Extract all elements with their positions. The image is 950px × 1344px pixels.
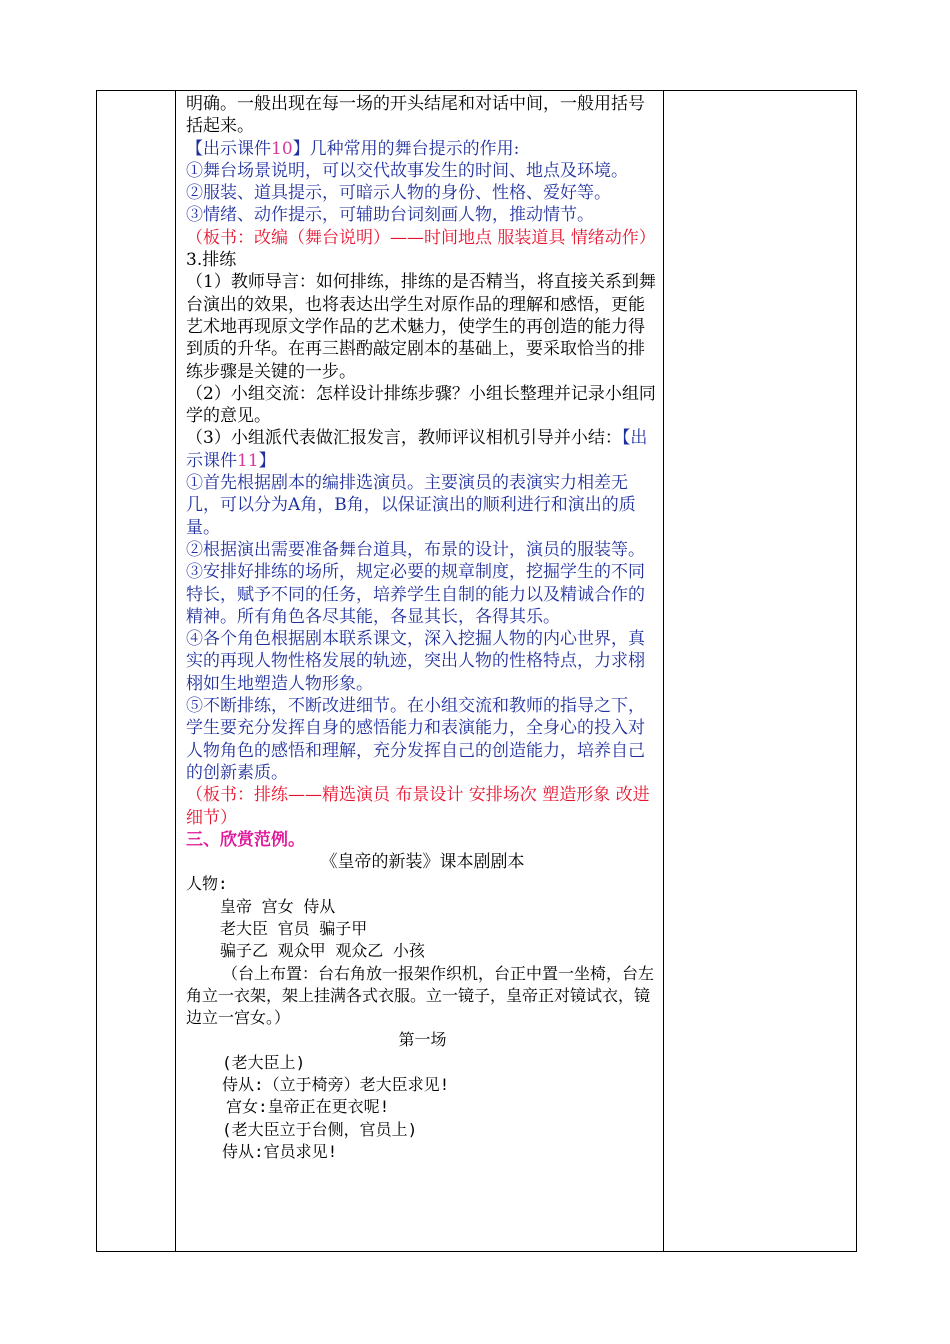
lesson-content (176, 91, 663, 1163)
script-line: 老大臣 官员 骗子甲 (220, 918, 368, 938)
section-heading: 三、欣赏范例。 (186, 829, 305, 850)
paragraph: 明确。一般出现在每一场的开头结尾和对话中间，一般用括号括起来。 (186, 94, 645, 137)
scene-title: 第一场 (398, 1030, 447, 1050)
script-line: 骗子乙 观众甲 观众乙 小孩 (220, 941, 425, 961)
right-column-cell (664, 91, 857, 1252)
courseware-number: 11 (237, 450, 259, 471)
paragraph-text: （3）小组派代表做汇报发言，教师评议相机引导并小结： (186, 428, 622, 449)
list-item: ①舞台场景说明，可以交代故事发生的时间、地点及环境。 (186, 160, 628, 181)
list-item: ④各个角色根据剧本联系课文，深入挖掘人物的内心世界，真实的再现人物性格发展的轨迹，突出人物的性格特点，力求栩栩如生地塑造人物形象。 (186, 629, 645, 694)
paragraph: （2）小组交流：怎样设计排练步骤？小组长整理并记录小组同学的意见。 (186, 383, 656, 427)
list-item: ②根据演出需要准备舞台道具，布景的设计，演员的服装等。 (186, 539, 645, 560)
blackboard-note: （板书：排练——精选演员 布景设计 安排场次 塑造形象 改进细节） (186, 785, 650, 828)
left-column-cell (97, 91, 176, 1252)
lesson-plan-table (96, 90, 857, 1252)
courseware-number: 10 (271, 138, 293, 159)
bracket-text: 】 (258, 450, 276, 471)
list-item: ⑤不断排练，不断改进细节。在小组交流和教师的指导之下，学生要充分发挥自身的感悟能力和表演能力，全身心的投入对人物角色的感悟和理解，充分发挥自己的创造能力，培养自己的创新素质。 (186, 696, 645, 783)
courseware-10-heading (186, 138, 659, 160)
bracket-text: 【出示课件 (186, 138, 271, 159)
script-title: 《皇帝的新装》课本剧剧本 (320, 852, 525, 873)
section-heading: 3.排练 (186, 250, 237, 271)
content-column-cell (176, 91, 664, 1252)
paragraph: （1）教师导言：如何排练，排练的是否精当，将直接关系到舞台演出的效果，也将表达出学生对原作品的理解和感悟，更能艺术地再现原文学作品的艺术魅力，使学生的再创造的能力得到质的升华。在再三斟酌敲定剧本的基础上，要采取恰当的排练步骤是关键的一步。 (186, 272, 656, 382)
script-line: (老大臣上) (222, 1052, 306, 1072)
list-item: ②服装、道具提示，可暗示人物的身份、性格、爱好等。 (186, 183, 611, 204)
list-item: ③情绪、动作提示，可辅助台词刻画人物，推动情节。 (186, 205, 594, 226)
list-item: ①首先根据剧本的编排选演员。主要演员的表演实力相差无几，可以分为A角，B角，以保证演出的顺利进行和演出的质量。 (186, 473, 636, 538)
script-line: （台上布置：台右角放一报架作织机，台正中置一坐椅，台左角立一衣架，架上挂满各式衣服。立一镜子，皇帝正对镜试衣，镜边立一宫女。） (186, 963, 655, 1028)
paragraph (186, 427, 659, 472)
blackboard-note: （板书：改编（舞台说明）——时间地点 服装道具 情绪动作） (186, 227, 656, 248)
script-line: 侍从:官员求见! (222, 1141, 338, 1161)
list-item: ③安排好排练的场所，规定必要的规章制度，挖掘学生的不同特长，赋予不同的任务，培养学生自制的能力以及精诚合作的精神。所有角色各尽其能，各显其长，各得其乐。 (186, 562, 645, 627)
script-line: 宫女:皇帝正在更衣呢! (226, 1097, 390, 1117)
bracket-text: 【出示课件 (186, 428, 648, 471)
script-line: 皇帝 宫女 侍从 (220, 896, 336, 916)
script-line: 侍从:（立于椅旁）老大臣求见! (222, 1075, 450, 1095)
table-row (97, 91, 857, 1252)
script-line: 人物: (186, 874, 228, 894)
bracket-text: 】几种常用的舞台提示的作用: (292, 138, 520, 159)
script-line: (老大臣立于台侧，官员上) (222, 1119, 418, 1139)
